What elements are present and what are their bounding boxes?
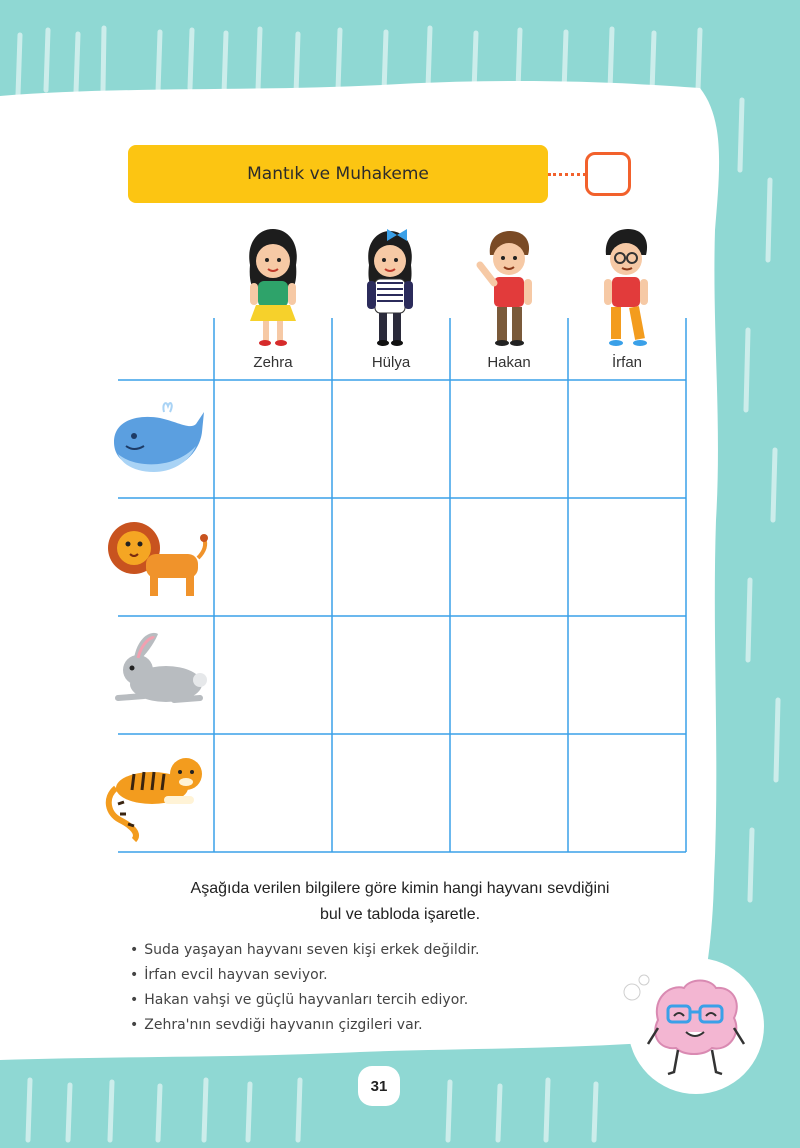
cell-whale-hulya[interactable] bbox=[332, 380, 449, 497]
instructions-line-2: bul ve tabloda işaretle. bbox=[319, 906, 481, 923]
cell-rabbit-zehra[interactable] bbox=[214, 616, 331, 733]
cell-tiger-hakan[interactable] bbox=[450, 734, 567, 851]
instructions-text bbox=[120, 876, 680, 928]
page-number: 31 bbox=[358, 1066, 400, 1106]
cell-rabbit-irfan[interactable] bbox=[568, 616, 685, 733]
cell-lion-zehra[interactable] bbox=[214, 498, 331, 615]
clue-list bbox=[130, 938, 610, 1038]
dotted-connector bbox=[548, 173, 586, 176]
instructions-line-1: Aşağıda verilen bilgilere göre kimin hangi hayvanı sevdiğini bbox=[190, 880, 610, 897]
cell-whale-zehra[interactable] bbox=[214, 380, 331, 497]
cell-lion-hulya[interactable] bbox=[332, 498, 449, 615]
column-label-zehra: Zehra bbox=[253, 354, 293, 371]
lion-icon bbox=[104, 508, 212, 608]
cell-lion-hakan[interactable] bbox=[450, 498, 567, 615]
clue-item: • Suda yaşayan hayvanı seven kişi erkek değildir. bbox=[130, 938, 610, 963]
section-header-bar bbox=[128, 145, 548, 203]
boy-waving-icon bbox=[462, 225, 552, 350]
clue-item: • Zehra'nın sevdiği hayvanın çizgileri var. bbox=[130, 1013, 610, 1038]
column-label-hulya: Hülya bbox=[371, 354, 411, 371]
column-label-hakan: Hakan bbox=[487, 354, 531, 371]
cell-rabbit-hulya[interactable] bbox=[332, 616, 449, 733]
whale-icon bbox=[104, 390, 212, 490]
boy-with-glasses-icon bbox=[580, 225, 670, 350]
cell-whale-hakan[interactable] bbox=[450, 380, 567, 497]
brain-mascot-icon bbox=[618, 948, 768, 1098]
answer-box[interactable] bbox=[585, 152, 631, 196]
girl-green-shirt-icon bbox=[228, 225, 318, 350]
clue-item: • İrfan evcil hayvan seviyor. bbox=[130, 963, 610, 988]
cell-tiger-irfan[interactable] bbox=[568, 734, 685, 851]
rabbit-icon bbox=[104, 626, 212, 726]
girl-with-bow-icon bbox=[345, 225, 435, 350]
column-label-irfan: İrfan bbox=[611, 354, 642, 371]
tiger-icon bbox=[104, 744, 212, 844]
cell-tiger-zehra[interactable] bbox=[214, 734, 331, 851]
cell-whale-irfan[interactable] bbox=[568, 380, 685, 497]
cell-lion-irfan[interactable] bbox=[568, 498, 685, 615]
cell-rabbit-hakan[interactable] bbox=[450, 616, 567, 733]
cell-tiger-hulya[interactable] bbox=[332, 734, 449, 851]
section-title: Mantık ve Muhakeme bbox=[247, 164, 429, 184]
clue-item: • Hakan vahşi ve güçlü hayvanları tercih ediyor. bbox=[130, 988, 610, 1013]
